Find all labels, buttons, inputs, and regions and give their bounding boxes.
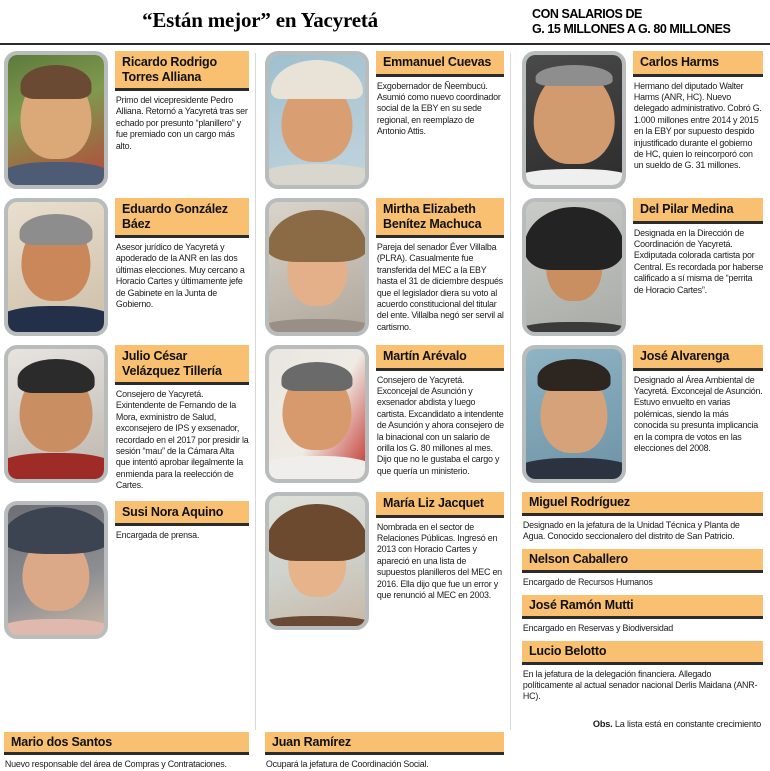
photo-ricardo-torres-alliana [4,51,108,189]
photo-jose-alvarenga [522,345,626,483]
person-name: Miguel Rodríguez [522,492,763,516]
person-description: Pareja del senador Éver Villalba (PLRA). Casualmente fue transferida del MEC a la EBY hasta el 31 de diciembre después que el legislador diera su voto al acuerdo constitucional del titular del ente. Villalba negó ser servil al cartismo. [376,242,504,333]
person-name: Emmanuel Cuevas [376,51,504,77]
person-description: Asesor jurídico de Yacyretá y apoderado de la ANR en las dos últimas elecciones. Muy cercano a Horacio Cartes y últimamente jefe de Gabinete en la Junta de Gobierno. [115,242,245,311]
person-description: Designado en la jefatura de la Unidad Técnica y Planta de Agua. Conocido seccionalero del distrito de San Patricio. [522,519,740,542]
person-description: Exgobernador de Ñeembucú. Asumió como nuevo coordinador social de la EBY en su sede regional, en reemplazo de Antonio Attis. [376,80,501,138]
person-card [4,345,249,492]
card-body [369,345,504,477]
person-entry [255,732,510,771]
person-description: Encargado en Reservas y Biodiversidad [522,622,674,634]
person-name: Lucio Belotto [522,641,763,665]
photo-carlos-harms [522,51,626,189]
header-subtitle-line2: G. 15 MILLONES A G. 80 MILLONES [532,22,731,36]
person-card [522,345,763,483]
person-description: En la jefatura de la delegación financiera. Allegado políticamente al actual senador nacional Derlis Maidana (ANR-HC). [522,668,758,703]
person-name: Del Pilar Medina [633,198,763,224]
photo-mirtha-benitez-machuca [265,198,369,336]
photo-julio-cesar-velazquez [4,345,108,483]
person-description: Nombrada en el sector de Relaciones Públicas. Ingresó en 2013 con Horacio Cartes y apareció en una lista de supuestos planilleros del MEC en 2016. Ella dijo que fue un error y que renunció al MEC en 2003. [376,521,502,601]
person-description: Hermano del diputado Walter Harms (ANR, HC). Nuevo delegado administrativo. Cobró G. 1.000 millones entre 2014 y 2015 en la EBY por supuesto despido injustificado durante el gobierno de HC, quien lo reincorporó con un sueldo de G. 31 millones. [633,80,762,172]
person-name: Eduardo González Báez [115,198,249,238]
card-body [108,51,249,152]
footnote-label: Obs. [592,718,613,729]
person-card [265,51,504,189]
card-body [369,492,504,601]
person-name: José Ramón Mutti [522,595,763,619]
person-name: José Alvarenga [633,345,763,371]
person-card [265,345,504,483]
person-description: Nuevo responsable del área de Compras y Contrataciones. [4,759,227,771]
person-card [4,501,249,639]
person-card [522,51,763,189]
card-body [369,51,504,138]
person-name: Mirtha Elizabeth Benítez Machuca [376,198,504,238]
person-entry [522,492,763,542]
person-name: Julio César Velázquez Tillería [115,345,249,385]
column-middle [255,51,510,730]
person-name: Mario dos Santos [4,732,249,756]
person-entry [522,595,763,634]
person-entry [522,641,763,703]
infographic-header [0,0,770,40]
person-card [265,492,504,630]
person-description: Designado al Área Ambiental de Yacyretá. Exconcejal de Asunción. Estuvo envuelto en varias polémicas, siendo la más conocida su presunta implicancia en la compra de votos en las elecciones del 2008. [633,374,763,454]
person-description: Ocupará la jefatura de Coordinación Social. [265,759,429,771]
column-divider [255,53,256,730]
card-body [108,198,249,310]
photo-martin-arevalo [265,345,369,483]
person-name: Martín Arévalo [376,345,504,371]
photo-del-pilar-medina [522,198,626,336]
bottom-spacer [510,732,765,771]
bottom-entries-row [0,730,770,771]
person-name: Juan Ramírez [265,732,504,756]
person-description: Consejero de Yacyretá. Exconcejal de Asunción y exsenador abdista y luego cartista. Excandidato a intendente de Asunción y ahora consejero de la binacional con un salario de orilla los G. 80 millones al mes. Dijo que no le gustaba el cargo y que quería un ministerio. [376,374,504,477]
person-name: Susi Nora Aquino [115,501,249,527]
person-card [522,198,763,336]
photo-emmanuel-cuevas [265,51,369,189]
card-body [626,345,763,454]
photo-susi-nora-aquino [4,501,108,639]
person-name: María Liz Jacquet [376,492,504,518]
photo-maria-liz-jacquet [265,492,369,630]
photo-eduardo-gonzalez-baez [4,198,108,336]
card-body [108,501,249,542]
column-divider [510,53,511,730]
footnote [522,710,763,730]
person-description: Primo del vicepresidente Pedro Alliana. Retornó a Yacyretá tras ser echado por presunto “planillero” y fue premiado con un cargo más alto. [115,95,248,152]
person-name: Carlos Harms [633,51,763,77]
person-entry [522,549,763,588]
column-left [0,51,255,730]
person-name: Ricardo Rodrigo Torres Alliana [115,51,249,91]
person-entry [0,732,255,771]
card-body [369,198,504,333]
header-subtitle-line1: CON SALARIOS DE [532,7,642,21]
card-body [626,198,763,296]
person-card [4,51,249,189]
person-description: Consejero de Yacyretá. Exintendente de Fernando de la Mora, exministro de Salud, exconsejero de IPS y exsenador, recordado en el 2017 por presidir la sesión “mau” de la Cámara Alta que intentó aprobar ilegalmente la enmienda para la reelección de Cartes. [115,389,249,492]
header-subtitle [520,4,770,37]
card-body [626,51,763,172]
column-right [510,51,765,730]
person-card [265,198,504,336]
person-description: Encargado de Recursos Humanos [522,576,653,588]
card-body [108,345,249,492]
person-description: Encargada de prensa. [115,530,200,542]
cards-grid [0,45,770,730]
footnote-text: La lista está en constante crecimiento [612,718,761,729]
person-name: Nelson Caballero [522,549,763,573]
person-card [4,198,249,336]
person-description: Designada en la Dirección de Coordinación de Yacyretá. Exdiputada colorada cartista por Central. Es recordada por haberse calificado a sí misma de “perrita de Horacio Cartes”. [633,227,764,296]
page-title: “Están mejor” en Yacyretá [142,8,378,32]
